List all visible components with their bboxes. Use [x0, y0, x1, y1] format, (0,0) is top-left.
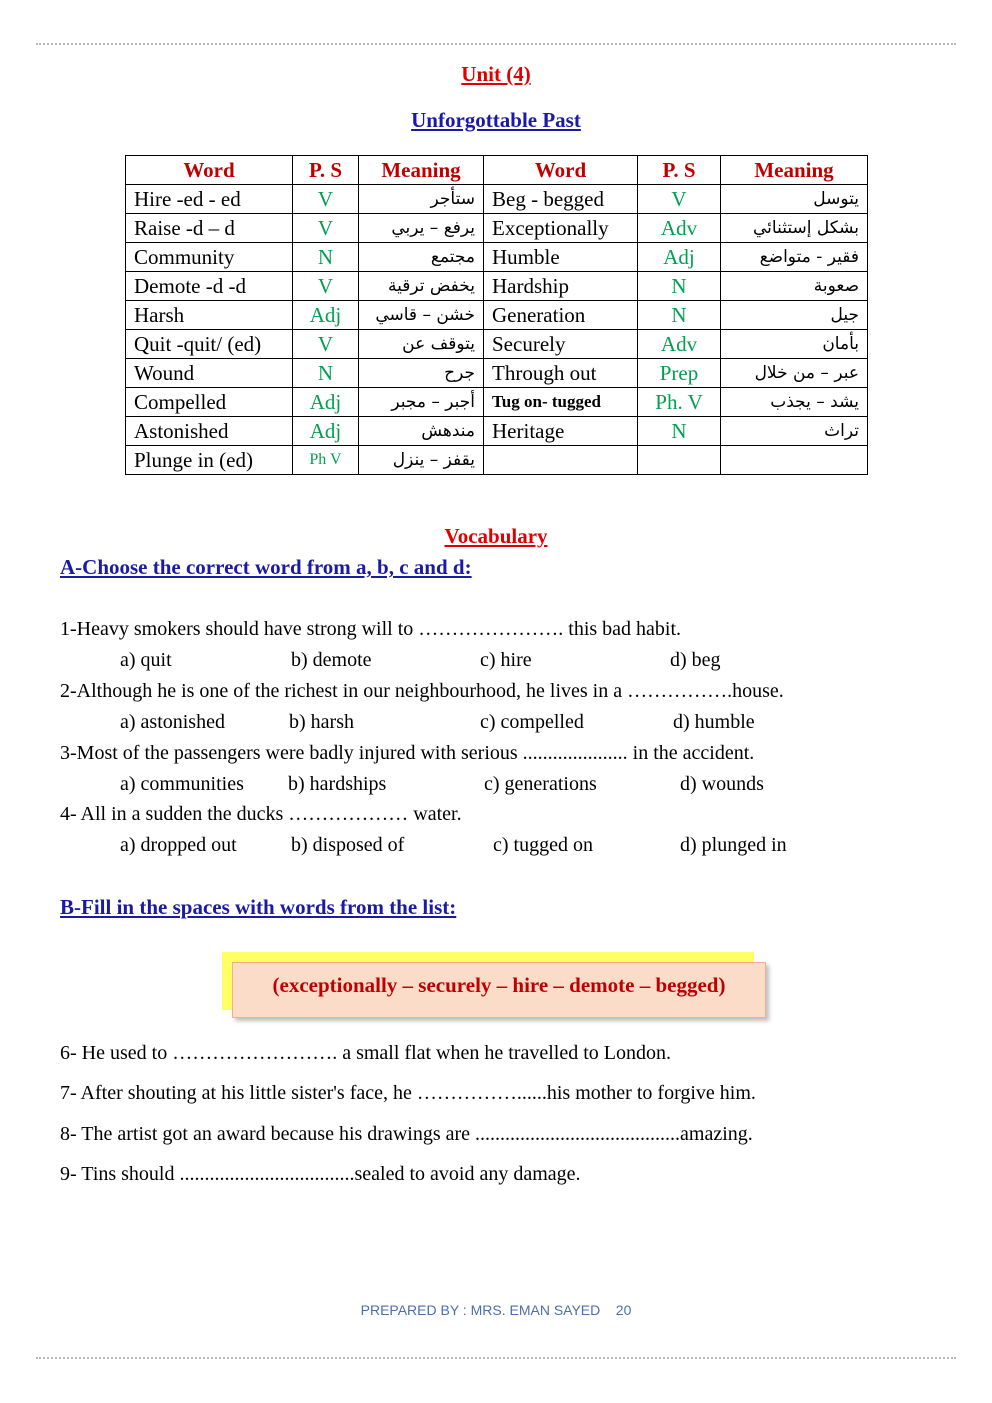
- part-of-speech-cell: N: [293, 359, 359, 388]
- part-of-speech-cell: Ph. V: [638, 388, 721, 417]
- table-row: [126, 388, 868, 417]
- table-row: [126, 185, 868, 214]
- part-of-speech-cell: Adv: [638, 330, 721, 359]
- part-of-speech-cell: V: [638, 185, 721, 214]
- word-cell: Community: [126, 243, 293, 272]
- word-cell: Quit -quit/ (ed): [126, 330, 293, 359]
- meaning-cell: صعوبة: [721, 272, 868, 301]
- question-3-option-a: a) communities: [120, 773, 244, 795]
- meaning-cell: يشد – يجذب: [721, 388, 868, 417]
- meaning-cell: يتوقف عن: [359, 330, 484, 359]
- word-cell: Wound: [126, 359, 293, 388]
- part-of-speech-cell: N: [638, 272, 721, 301]
- question-2-option-a: a) astonished: [120, 711, 225, 733]
- page-footer: PREPARED BY : MRS. EMAN SAYED 20: [360, 1302, 632, 1318]
- part-of-speech-cell: Adj: [293, 388, 359, 417]
- part-of-speech-cell: N: [293, 243, 359, 272]
- word-list-box: (exceptionally – securely – hire – demote – begged): [232, 962, 766, 1018]
- part-of-speech-cell: Adj: [638, 243, 721, 272]
- word-cell: Beg - begged: [484, 185, 638, 214]
- meaning-cell: بشكل إستثنائي: [721, 214, 868, 243]
- word-cell: Hire -ed - ed: [126, 185, 293, 214]
- bottom-dotted-border: [36, 1357, 956, 1359]
- meaning-cell: يقفز – ينزل: [359, 446, 484, 475]
- part-of-speech-cell: [638, 446, 721, 475]
- fill-item-7: 7- After shouting at his little sister's face, he ……………......his mother to forgive him.: [60, 1082, 756, 1104]
- unit-subtitle: Unforgottable Past: [411, 108, 581, 132]
- meaning-cell: [721, 446, 868, 475]
- table-row: [126, 417, 868, 446]
- unit-title: Unit (4): [461, 62, 531, 86]
- word-cell: Securely: [484, 330, 638, 359]
- table-row: [126, 243, 868, 272]
- meaning-cell: جيل: [721, 301, 868, 330]
- header-ps: P. S: [293, 156, 359, 185]
- section-b-heading: B-Fill in the spaces with words from the list:: [60, 895, 457, 919]
- part-of-speech-cell: N: [638, 417, 721, 446]
- word-cell: Astonished: [126, 417, 293, 446]
- header-word: Word: [126, 156, 293, 185]
- question-1-text: 1-Heavy smokers should have strong will to …………………. this bad habit.: [60, 618, 682, 640]
- word-cell: Raise -d – d: [126, 214, 293, 243]
- part-of-speech-cell: V: [293, 185, 359, 214]
- meaning-cell: يتوسل: [721, 185, 868, 214]
- word-cell: Exceptionally: [484, 214, 638, 243]
- meaning-cell: يرفع – يربي: [359, 214, 484, 243]
- question-4-option-b: b) disposed of: [291, 834, 405, 856]
- meaning-cell: فقير - متواضع: [721, 243, 868, 272]
- table-row: [126, 359, 868, 388]
- question-4-option-d: d) plunged in: [680, 834, 787, 856]
- word-cell: Compelled: [126, 388, 293, 417]
- table-row: [126, 330, 868, 359]
- part-of-speech-cell: Adj: [293, 301, 359, 330]
- part-of-speech-cell: V: [293, 272, 359, 301]
- meaning-cell: يخفض ترقية: [359, 272, 484, 301]
- top-dotted-border: [36, 43, 956, 45]
- meaning-cell: عبر – من خلال: [721, 359, 868, 388]
- question-2-option-b: b) harsh: [289, 711, 354, 733]
- header-word-2: Word: [484, 156, 638, 185]
- meaning-cell: خشن – قاسي: [359, 301, 484, 330]
- meaning-cell: تراث: [721, 417, 868, 446]
- word-cell: Hardship: [484, 272, 638, 301]
- table-row: [126, 214, 868, 243]
- question-1-option-d: d) beg: [670, 649, 721, 671]
- question-2-option-d: d) humble: [673, 711, 755, 733]
- vocabulary-table: [125, 155, 868, 475]
- fill-item-9: 9- Tins should ...................................sealed to avoid any damage.: [60, 1163, 581, 1185]
- word-cell: Heritage: [484, 417, 638, 446]
- table-row: [126, 272, 868, 301]
- meaning-cell: جرح: [359, 359, 484, 388]
- meaning-cell: مندهش: [359, 417, 484, 446]
- word-cell: Through out: [484, 359, 638, 388]
- meaning-cell: ستأجر: [359, 185, 484, 214]
- section-a-heading: A-Choose the correct word from a, b, c and d:: [60, 555, 472, 579]
- part-of-speech-cell: Prep: [638, 359, 721, 388]
- part-of-speech-cell: Adv: [638, 214, 721, 243]
- table-row: [126, 446, 868, 475]
- question-3-option-d: d) wounds: [680, 773, 764, 795]
- question-4-option-c: c) tugged on: [493, 834, 593, 856]
- header-meaning: Meaning: [359, 156, 484, 185]
- meaning-cell: أجبر – مجبر: [359, 388, 484, 417]
- question-4-text: 4- All in a sudden the ducks ……………… water.: [60, 803, 462, 825]
- part-of-speech-cell: Ph V: [293, 446, 359, 475]
- part-of-speech-cell: Adj: [293, 417, 359, 446]
- question-2-text: 2-Although he is one of the richest in our neighbourhood, he lives in a …………….house.: [60, 680, 784, 702]
- question-1-option-b: b) demote: [291, 649, 372, 671]
- word-cell: Tug on- tugged: [484, 388, 638, 417]
- question-3-option-c: c) generations: [484, 773, 597, 795]
- vocabulary-heading: Vocabulary: [444, 524, 548, 548]
- part-of-speech-cell: V: [293, 330, 359, 359]
- word-cell: Demote -d -d: [126, 272, 293, 301]
- question-3-text: 3-Most of the passengers were badly injured with serious ..................... in the accident.: [60, 742, 755, 764]
- header-meaning-2: Meaning: [721, 156, 868, 185]
- question-2-option-c: c) compelled: [480, 711, 584, 733]
- part-of-speech-cell: V: [293, 214, 359, 243]
- question-4-option-a: a) dropped out: [120, 834, 237, 856]
- question-1-option-a: a) quit: [120, 649, 172, 671]
- header-ps-2: P. S: [638, 156, 721, 185]
- table-header-row: [126, 156, 868, 185]
- table-row: [126, 301, 868, 330]
- meaning-cell: بأمان: [721, 330, 868, 359]
- fill-item-8: 8- The artist got an award because his drawings are .........................................amazing.: [60, 1123, 753, 1145]
- meaning-cell: مجتمع: [359, 243, 484, 272]
- question-3-option-b: b) hardships: [288, 773, 387, 795]
- word-cell: Harsh: [126, 301, 293, 330]
- fill-item-6: 6- He used to ……………………. a small flat when he travelled to London.: [60, 1042, 671, 1064]
- word-cell: [484, 446, 638, 475]
- word-cell: Generation: [484, 301, 638, 330]
- part-of-speech-cell: N: [638, 301, 721, 330]
- question-1-option-c: c) hire: [480, 649, 532, 671]
- word-cell: Plunge in (ed): [126, 446, 293, 475]
- word-cell: Humble: [484, 243, 638, 272]
